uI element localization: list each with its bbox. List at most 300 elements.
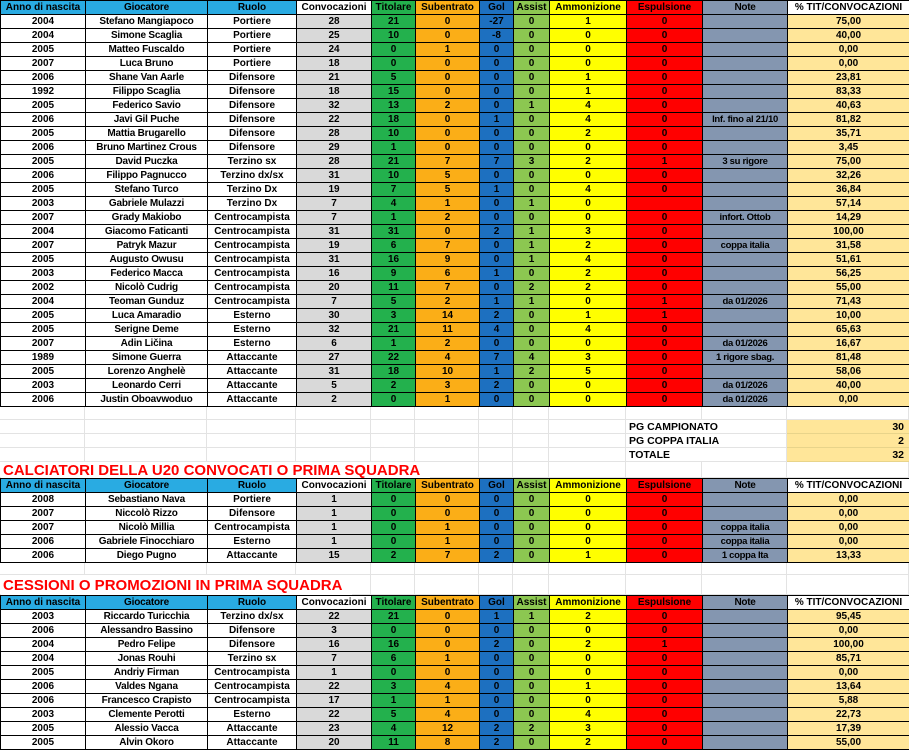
- table-cell[interactable]: 0: [550, 521, 627, 535]
- table-cell[interactable]: [703, 57, 788, 71]
- column-header[interactable]: Ammonizione: [550, 479, 627, 493]
- table-cell[interactable]: 0: [514, 127, 550, 141]
- table-cell[interactable]: 0: [416, 113, 480, 127]
- table-cell[interactable]: [627, 197, 703, 211]
- table-cell[interactable]: 36,84: [788, 183, 909, 197]
- table-cell[interactable]: 7: [480, 155, 514, 169]
- table-cell[interactable]: [703, 253, 788, 267]
- table-cell[interactable]: 0: [550, 694, 627, 708]
- table-cell[interactable]: 0: [514, 535, 550, 549]
- table-cell[interactable]: 0: [627, 113, 703, 127]
- table-cell[interactable]: 0: [372, 521, 416, 535]
- table-cell[interactable]: 4: [550, 323, 627, 337]
- table-cell[interactable]: 4: [416, 708, 480, 722]
- table-cell[interactable]: 22: [297, 610, 372, 624]
- table-cell[interactable]: 29: [297, 141, 372, 155]
- table-cell[interactable]: 0: [480, 239, 514, 253]
- table-cell[interactable]: 0: [480, 666, 514, 680]
- table-cell[interactable]: 83,33: [788, 85, 909, 99]
- table-cell[interactable]: 0: [372, 57, 416, 71]
- table-cell[interactable]: 0: [480, 680, 514, 694]
- table-cell[interactable]: 3 su rigore: [703, 155, 788, 169]
- table-cell[interactable]: 16: [297, 267, 372, 281]
- table-cell[interactable]: Difensore: [208, 507, 297, 521]
- table-cell[interactable]: 2006: [1, 169, 86, 183]
- table-cell[interactable]: 22,73: [788, 708, 909, 722]
- table-cell[interactable]: 27: [297, 351, 372, 365]
- table-cell[interactable]: 1: [627, 309, 703, 323]
- table-cell[interactable]: 13,64: [788, 680, 909, 694]
- table-cell[interactable]: 0: [480, 127, 514, 141]
- table-cell[interactable]: Difensore: [208, 99, 297, 113]
- table-cell[interactable]: 0,00: [788, 507, 909, 521]
- table-cell[interactable]: 0,00: [788, 393, 909, 407]
- table-cell[interactable]: 0: [627, 169, 703, 183]
- table-cell[interactable]: Niccolò Rizzo: [86, 507, 208, 521]
- table-cell[interactable]: Terzino Dx: [208, 183, 297, 197]
- table-cell[interactable]: 0: [480, 393, 514, 407]
- table-cell[interactable]: 2007: [1, 507, 86, 521]
- table-cell[interactable]: 10: [416, 365, 480, 379]
- table-cell[interactable]: 1: [297, 507, 372, 521]
- table-cell[interactable]: 18: [372, 113, 416, 127]
- table-cell[interactable]: 0: [480, 141, 514, 155]
- table-cell[interactable]: 0: [480, 169, 514, 183]
- table-cell[interactable]: 2004: [1, 638, 86, 652]
- table-cell[interactable]: Stefano Turco: [86, 183, 208, 197]
- table-cell[interactable]: Alessio Vacca: [86, 722, 208, 736]
- table-cell[interactable]: 1: [480, 183, 514, 197]
- table-cell[interactable]: 4: [480, 323, 514, 337]
- table-cell[interactable]: 4: [550, 113, 627, 127]
- table-cell[interactable]: 7: [416, 239, 480, 253]
- table-cell[interactable]: 32: [297, 99, 372, 113]
- table-cell[interactable]: 0: [514, 638, 550, 652]
- table-cell[interactable]: 0: [627, 141, 703, 155]
- table-cell[interactable]: Adin Ličina: [86, 337, 208, 351]
- table-cell[interactable]: 0: [416, 624, 480, 638]
- table-cell[interactable]: 0: [627, 493, 703, 507]
- table-cell[interactable]: [703, 323, 788, 337]
- table-cell[interactable]: [703, 624, 788, 638]
- table-cell[interactable]: 0: [627, 57, 703, 71]
- table-cell[interactable]: [703, 127, 788, 141]
- table-cell[interactable]: 7: [297, 652, 372, 666]
- table-cell[interactable]: 1: [514, 610, 550, 624]
- column-header[interactable]: Ammonizione: [550, 1, 627, 15]
- table-cell[interactable]: 31,58: [788, 239, 909, 253]
- table-cell[interactable]: 0: [627, 708, 703, 722]
- table-cell[interactable]: 2005: [1, 323, 86, 337]
- table-cell[interactable]: [703, 708, 788, 722]
- table-cell[interactable]: Difensore: [208, 624, 297, 638]
- table-cell[interactable]: 5,88: [788, 694, 909, 708]
- table-cell[interactable]: Terzino Dx: [208, 197, 297, 211]
- table-cell[interactable]: 11: [416, 323, 480, 337]
- table-cell[interactable]: 0: [514, 694, 550, 708]
- table-cell[interactable]: 11: [372, 736, 416, 750]
- table-cell[interactable]: 0: [514, 183, 550, 197]
- table-cell[interactable]: 5: [372, 71, 416, 85]
- table-cell[interactable]: Terzino sx: [208, 155, 297, 169]
- table-cell[interactable]: 30: [297, 309, 372, 323]
- table-cell[interactable]: 40,63: [788, 99, 909, 113]
- table-cell[interactable]: 0,00: [788, 493, 909, 507]
- table-cell[interactable]: Difensore: [208, 71, 297, 85]
- table-cell[interactable]: Diego Pugno: [86, 549, 208, 563]
- table-cell[interactable]: 1: [480, 113, 514, 127]
- table-cell[interactable]: 22: [297, 680, 372, 694]
- table-cell[interactable]: 0: [416, 493, 480, 507]
- table-cell[interactable]: 21: [372, 323, 416, 337]
- table-cell[interactable]: 0: [627, 694, 703, 708]
- table-cell[interactable]: 3,45: [788, 141, 909, 155]
- table-cell[interactable]: 32: [297, 323, 372, 337]
- table-cell[interactable]: 5: [297, 379, 372, 393]
- table-cell[interactable]: [703, 722, 788, 736]
- table-cell[interactable]: [703, 507, 788, 521]
- table-cell[interactable]: Stefano Mangiapoco: [86, 15, 208, 29]
- table-cell[interactable]: 35,71: [788, 127, 909, 141]
- table-cell[interactable]: David Puczka: [86, 155, 208, 169]
- table-cell[interactable]: 4: [372, 722, 416, 736]
- table-cell[interactable]: 0: [416, 610, 480, 624]
- table-cell[interactable]: Difensore: [208, 638, 297, 652]
- table-cell[interactable]: 2: [550, 155, 627, 169]
- table-cell[interactable]: Teoman Gunduz: [86, 295, 208, 309]
- table-cell[interactable]: 9: [416, 253, 480, 267]
- table-cell[interactable]: 15: [297, 549, 372, 563]
- table-cell[interactable]: Centrocampista: [208, 521, 297, 535]
- table-cell[interactable]: 1: [416, 694, 480, 708]
- table-cell[interactable]: Attaccante: [208, 351, 297, 365]
- table-cell[interactable]: 4: [372, 197, 416, 211]
- table-cell[interactable]: Alessandro Bassino: [86, 624, 208, 638]
- table-cell[interactable]: 40,00: [788, 29, 909, 43]
- table-cell[interactable]: 2004: [1, 295, 86, 309]
- table-cell[interactable]: Esterno: [208, 535, 297, 549]
- table-cell[interactable]: 0: [514, 43, 550, 57]
- table-cell[interactable]: 2: [297, 393, 372, 407]
- table-cell[interactable]: 2006: [1, 694, 86, 708]
- table-cell[interactable]: 1: [297, 666, 372, 680]
- table-cell[interactable]: 0: [514, 379, 550, 393]
- table-cell[interactable]: 1: [550, 85, 627, 99]
- table-cell[interactable]: -8: [480, 29, 514, 43]
- table-cell[interactable]: 0,00: [788, 521, 909, 535]
- table-cell[interactable]: Attaccante: [208, 365, 297, 379]
- table-cell[interactable]: 1: [550, 15, 627, 29]
- table-cell[interactable]: 2: [514, 365, 550, 379]
- table-cell[interactable]: 71,43: [788, 295, 909, 309]
- table-cell[interactable]: 12: [416, 722, 480, 736]
- table-cell[interactable]: 2007: [1, 57, 86, 71]
- table-cell[interactable]: 1: [372, 211, 416, 225]
- table-cell[interactable]: [703, 281, 788, 295]
- table-cell[interactable]: 2003: [1, 379, 86, 393]
- table-cell[interactable]: 18: [297, 85, 372, 99]
- table-cell[interactable]: Portiere: [208, 43, 297, 57]
- table-cell[interactable]: 21: [297, 71, 372, 85]
- table-cell[interactable]: 0: [514, 29, 550, 43]
- table-cell[interactable]: 2006: [1, 393, 86, 407]
- table-cell[interactable]: 13: [372, 99, 416, 113]
- table-cell[interactable]: Attaccante: [208, 722, 297, 736]
- table-cell[interactable]: 1: [372, 141, 416, 155]
- table-cell[interactable]: 1: [297, 493, 372, 507]
- table-cell[interactable]: 1: [480, 267, 514, 281]
- table-cell[interactable]: 0: [627, 127, 703, 141]
- table-cell[interactable]: 2: [480, 549, 514, 563]
- table-cell[interactable]: 1: [297, 521, 372, 535]
- table-cell[interactable]: 0: [550, 337, 627, 351]
- table-cell[interactable]: 5: [372, 708, 416, 722]
- table-cell[interactable]: 5: [372, 295, 416, 309]
- table-cell[interactable]: Portiere: [208, 15, 297, 29]
- table-cell[interactable]: 0: [514, 549, 550, 563]
- table-cell[interactable]: 0: [514, 652, 550, 666]
- table-cell[interactable]: 2: [480, 638, 514, 652]
- table-cell[interactable]: 0: [514, 624, 550, 638]
- column-header[interactable]: Titolare: [372, 479, 416, 493]
- table-cell[interactable]: Luca Amaradio: [86, 309, 208, 323]
- table-cell[interactable]: Javi Gil Puche: [86, 113, 208, 127]
- table-cell[interactable]: Attaccante: [208, 393, 297, 407]
- table-cell[interactable]: [703, 85, 788, 99]
- table-cell[interactable]: da 01/2026: [703, 393, 788, 407]
- table-cell[interactable]: 0: [480, 521, 514, 535]
- table-cell[interactable]: 1: [416, 43, 480, 57]
- table-cell[interactable]: Difensore: [208, 113, 297, 127]
- column-header[interactable]: Anno di nascita: [1, 479, 86, 493]
- table-cell[interactable]: 2007: [1, 337, 86, 351]
- table-cell[interactable]: 2008: [1, 493, 86, 507]
- table-cell[interactable]: [703, 638, 788, 652]
- column-header[interactable]: Gol: [480, 479, 514, 493]
- table-cell[interactable]: 0: [627, 99, 703, 113]
- table-cell[interactable]: 0: [550, 393, 627, 407]
- table-cell[interactable]: 1: [550, 549, 627, 563]
- table-cell[interactable]: 2005: [1, 155, 86, 169]
- column-header[interactable]: Note: [703, 1, 788, 15]
- table-cell[interactable]: Simone Scaglia: [86, 29, 208, 43]
- table-cell[interactable]: 7: [416, 155, 480, 169]
- table-cell[interactable]: Augusto Owusu: [86, 253, 208, 267]
- table-cell[interactable]: 0: [550, 493, 627, 507]
- table-cell[interactable]: 2: [550, 610, 627, 624]
- table-cell[interactable]: 0: [550, 624, 627, 638]
- table-cell[interactable]: 0: [627, 365, 703, 379]
- table-cell[interactable]: 2006: [1, 680, 86, 694]
- table-cell[interactable]: 2003: [1, 197, 86, 211]
- table-cell[interactable]: 0: [372, 507, 416, 521]
- table-cell[interactable]: Centrocampista: [208, 253, 297, 267]
- table-cell[interactable]: 0: [627, 652, 703, 666]
- table-cell[interactable]: 75,00: [788, 155, 909, 169]
- table-cell[interactable]: 0: [514, 323, 550, 337]
- table-cell[interactable]: 2005: [1, 183, 86, 197]
- table-cell[interactable]: 1: [627, 155, 703, 169]
- table-cell[interactable]: 22: [297, 708, 372, 722]
- table-cell[interactable]: Grady Makiobo: [86, 211, 208, 225]
- table-cell[interactable]: 0: [514, 309, 550, 323]
- table-cell[interactable]: 4: [416, 680, 480, 694]
- table-cell[interactable]: [703, 169, 788, 183]
- table-cell[interactable]: 75,00: [788, 15, 909, 29]
- table-cell[interactable]: 21: [372, 15, 416, 29]
- table-cell[interactable]: 2: [372, 379, 416, 393]
- table-cell[interactable]: 2003: [1, 267, 86, 281]
- table-cell[interactable]: 1: [514, 99, 550, 113]
- table-cell[interactable]: 4: [550, 708, 627, 722]
- table-cell[interactable]: 1: [372, 694, 416, 708]
- table-cell[interactable]: 1: [514, 239, 550, 253]
- table-cell[interactable]: 3: [550, 722, 627, 736]
- table-cell[interactable]: 0: [416, 225, 480, 239]
- table-cell[interactable]: 11: [372, 281, 416, 295]
- table-cell[interactable]: 100,00: [788, 225, 909, 239]
- table-cell[interactable]: 2005: [1, 99, 86, 113]
- table-cell[interactable]: Alvin Okoro: [86, 736, 208, 750]
- table-cell[interactable]: Centrocampista: [208, 281, 297, 295]
- table-cell[interactable]: 0: [416, 85, 480, 99]
- table-cell[interactable]: 1: [480, 610, 514, 624]
- table-cell[interactable]: 0: [627, 211, 703, 225]
- table-cell[interactable]: 0: [480, 708, 514, 722]
- table-cell[interactable]: Portiere: [208, 493, 297, 507]
- table-cell[interactable]: 21: [372, 155, 416, 169]
- table-cell[interactable]: 2005: [1, 43, 86, 57]
- table-cell[interactable]: 0: [514, 113, 550, 127]
- table-cell[interactable]: 1: [480, 365, 514, 379]
- table-cell[interactable]: 1: [627, 638, 703, 652]
- table-cell[interactable]: 14: [416, 309, 480, 323]
- table-cell[interactable]: Valdes Ngana: [86, 680, 208, 694]
- table-cell[interactable]: 0: [514, 85, 550, 99]
- table-cell[interactable]: 1: [416, 197, 480, 211]
- table-cell[interactable]: Filippo Pagnucco: [86, 169, 208, 183]
- table-cell[interactable]: 1: [416, 535, 480, 549]
- table-cell[interactable]: Portiere: [208, 29, 297, 43]
- table-cell[interactable]: 2005: [1, 722, 86, 736]
- table-cell[interactable]: 2004: [1, 225, 86, 239]
- table-cell[interactable]: Leonardo Cerri: [86, 379, 208, 393]
- table-cell[interactable]: 1992: [1, 85, 86, 99]
- table-cell[interactable]: 25: [297, 29, 372, 43]
- table-cell[interactable]: 31: [297, 365, 372, 379]
- table-cell[interactable]: Terzino dx/sx: [208, 610, 297, 624]
- table-cell[interactable]: 2007: [1, 521, 86, 535]
- table-cell[interactable]: [703, 610, 788, 624]
- column-header[interactable]: Gol: [480, 596, 514, 610]
- column-header[interactable]: Ammonizione: [550, 596, 627, 610]
- table-cell[interactable]: 0: [550, 43, 627, 57]
- table-cell[interactable]: 0: [416, 71, 480, 85]
- table-cell[interactable]: 2005: [1, 666, 86, 680]
- table-cell[interactable]: 24: [297, 43, 372, 57]
- table-cell[interactable]: Pedro Felipe: [86, 638, 208, 652]
- table-cell[interactable]: 1: [297, 535, 372, 549]
- table-cell[interactable]: 5: [416, 183, 480, 197]
- table-cell[interactable]: Attaccante: [208, 379, 297, 393]
- table-cell[interactable]: Simone Guerra: [86, 351, 208, 365]
- table-cell[interactable]: Gabriele Finocchiaro: [86, 535, 208, 549]
- table-cell[interactable]: 2005: [1, 736, 86, 750]
- table-cell[interactable]: 7: [372, 183, 416, 197]
- table-cell[interactable]: 28: [297, 15, 372, 29]
- table-cell[interactable]: 4: [550, 99, 627, 113]
- table-cell[interactable]: 6: [297, 337, 372, 351]
- table-cell[interactable]: 2006: [1, 71, 86, 85]
- column-header[interactable]: Assist: [514, 479, 550, 493]
- table-cell[interactable]: 3: [550, 351, 627, 365]
- table-cell[interactable]: 2004: [1, 15, 86, 29]
- table-cell[interactable]: 9: [372, 267, 416, 281]
- table-cell[interactable]: Terzino sx: [208, 652, 297, 666]
- table-cell[interactable]: 0: [480, 99, 514, 113]
- table-cell[interactable]: 31: [297, 225, 372, 239]
- column-header[interactable]: % TIT/CONVOCAZIONI: [788, 1, 909, 15]
- table-cell[interactable]: 95,45: [788, 610, 909, 624]
- table-cell[interactable]: 0: [514, 680, 550, 694]
- table-cell[interactable]: 7: [297, 295, 372, 309]
- column-header[interactable]: Giocatore: [86, 596, 208, 610]
- table-cell[interactable]: 0: [480, 253, 514, 267]
- table-cell[interactable]: 1989: [1, 351, 86, 365]
- table-cell[interactable]: 0: [514, 393, 550, 407]
- table-cell[interactable]: 1: [372, 337, 416, 351]
- column-header[interactable]: Anno di nascita: [1, 596, 86, 610]
- table-cell[interactable]: Federico Macca: [86, 267, 208, 281]
- table-cell[interactable]: da 01/2026: [703, 295, 788, 309]
- table-cell[interactable]: 17,39: [788, 722, 909, 736]
- table-cell[interactable]: 2004: [1, 29, 86, 43]
- table-cell[interactable]: 55,00: [788, 281, 909, 295]
- table-cell[interactable]: 4: [514, 351, 550, 365]
- table-cell[interactable]: 23,81: [788, 71, 909, 85]
- table-cell[interactable]: 2007: [1, 239, 86, 253]
- table-cell[interactable]: 0: [514, 736, 550, 750]
- table-cell[interactable]: da 01/2026: [703, 337, 788, 351]
- table-cell[interactable]: 0: [550, 211, 627, 225]
- table-cell[interactable]: Esterno: [208, 708, 297, 722]
- table-cell[interactable]: Portiere: [208, 57, 297, 71]
- table-cell[interactable]: 0: [550, 535, 627, 549]
- table-cell[interactable]: 0,00: [788, 43, 909, 57]
- column-header[interactable]: % TIT/CONVOCAZIONI: [788, 479, 909, 493]
- table-cell[interactable]: [703, 225, 788, 239]
- table-cell[interactable]: [703, 29, 788, 43]
- table-cell[interactable]: 1: [550, 309, 627, 323]
- table-cell[interactable]: 0: [416, 507, 480, 521]
- table-cell[interactable]: 0: [514, 141, 550, 155]
- table-cell[interactable]: 1: [514, 197, 550, 211]
- table-cell[interactable]: 0: [480, 652, 514, 666]
- table-cell[interactable]: 3: [514, 155, 550, 169]
- table-cell[interactable]: 0: [627, 507, 703, 521]
- table-cell[interactable]: Bruno Martinez Crous: [86, 141, 208, 155]
- table-cell[interactable]: 3: [416, 379, 480, 393]
- table-cell[interactable]: 0: [627, 680, 703, 694]
- table-cell[interactable]: 0: [514, 521, 550, 535]
- table-cell[interactable]: 22: [372, 351, 416, 365]
- column-header[interactable]: Anno di nascita: [1, 1, 86, 15]
- table-cell[interactable]: 0,00: [788, 624, 909, 638]
- table-cell[interactable]: Riccardo Turicchia: [86, 610, 208, 624]
- column-header[interactable]: Espulsione: [627, 1, 703, 15]
- table-cell[interactable]: 4: [550, 183, 627, 197]
- table-cell[interactable]: 57,14: [788, 197, 909, 211]
